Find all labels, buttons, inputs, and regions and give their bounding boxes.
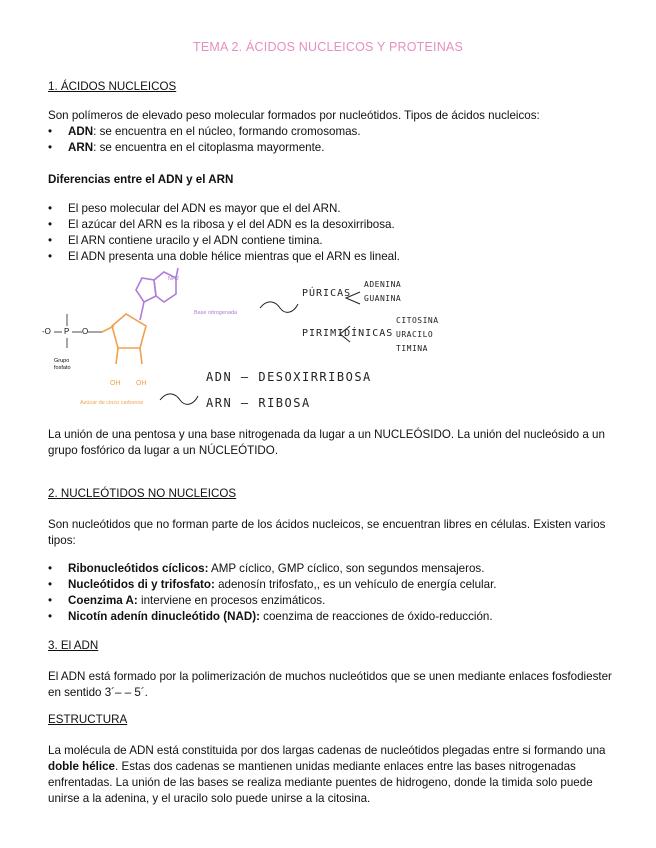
list-item: • El azúcar del ARN es la ribosa y el del ADN es la desoxirribosa. [48,217,400,233]
o-minus-label: -O [42,327,51,336]
section-3-heading: 3. El ADN [48,639,99,652]
document-title: TEMA 2. ÁCIDOS NUCLEICOS Y PROTEINAS [193,40,463,54]
list-item: • Coenzima A: interviene en procesos enzimáticos. [48,593,497,609]
list-item: • El peso molecular del ADN es mayor que el del ARN. [48,201,400,217]
nucleic-acid-types-list [48,124,361,156]
arn-note: ARN – RIBOSA [206,396,311,410]
pirimidinicas-note: PIRIMIDÍNICAS [302,328,394,339]
oxygen-label: O [82,327,89,336]
oh-label-1: OH [110,380,121,387]
list-item: • ARN: se encuentra en el citoplasma mayormente. [48,140,361,156]
differences-heading: Diferencias entre el ADN y el ARN [48,173,234,186]
section-3-intro: El ADN está formado por la polimerización de muchos nucleótidos que se unen mediante enlaces fosfodiester en sentido 3´– – 5´. [48,670,612,699]
section-1-intro: Son polímeros de elevado peso molecular formados por nucleótidos. Tipos de ácidos nucleicos: [48,109,540,122]
structure-paragraph: La molécula de ADN está constituida por dos largas cadenas de nucleótidos plegadas entre si formando una doble hélice. Estas dos cadenas se mantienen unidas mediante enlaces entre las bases nitrogenadas enfrentadas. La unión de las bases se realiza mediante puentes de hidrogeno, donde la timida solo puede unirse a la adenina, y el uracilo solo puede unirse a la citosina. [48,744,606,805]
oh-label-2: OH [136,380,147,387]
guanina-note: GUANINA [364,294,402,303]
sugar-label: Azúcar de cinco carbonos [80,400,144,406]
list-item: • El ARN contiene uracilo y el ADN contiene timina. [48,233,400,249]
list-item: • Ribonucleótidos cíclicos: AMP cíclico, GMP cíclico, son segundos mensajeros. [48,561,497,577]
uracilo-note: URACILO [396,330,434,339]
nucleoside-paragraph: La unión de una pentosa y una base nitrogenada da lugar a un NUCLEÓSIDO. La unión del nucleósido a un grupo fosfórico da lugar a un NÚCLEÓTIDO. [48,428,605,457]
citosina-note: CITOSINA [396,316,439,325]
nh2-label: NH2 [168,276,180,282]
list-item: • Nucleótidos di y trifosfato: adenosín trifosfato,, es un vehículo de energía celular. [48,577,497,593]
timina-note: TIMINA [396,344,428,353]
adn-note: ADN – DESOXIRRIBOSA [206,370,372,384]
base-label: Base nitrogenada [194,310,238,316]
section-2-intro: Son nucleótidos que no forman parte de los ácidos nucleicos, se encuentran libres en células. Existen varios tipos: [48,518,606,547]
differences-list [48,201,400,265]
phosphate-label: Grupo fosfato [54,358,71,371]
section-2-heading: 2. NUCLEÓTIDOS NO NUCLEICOS [48,487,237,500]
purinas-note: PÚRICAS [302,288,352,299]
list-item: • El ADN presenta una doble hélice mientras que el ARN es lineal. [48,249,400,265]
non-nucleic-nucleotides-list [48,561,497,625]
phosphorus-label: P [64,327,70,336]
structure-heading: ESTRUCTURA [48,713,128,726]
list-item: • ADN: se encuentra en el núcleo, formando cromosomas. [48,124,361,140]
section-1-heading: 1. ÁCIDOS NUCLEICOS [48,80,177,93]
adenina-note: ADENINA [364,280,402,289]
list-item: • Nicotín adenín dinucleótido (NAD): coenzima de reacciones de óxido-reducción. [48,609,497,625]
nucleotide-diagram [40,268,460,428]
